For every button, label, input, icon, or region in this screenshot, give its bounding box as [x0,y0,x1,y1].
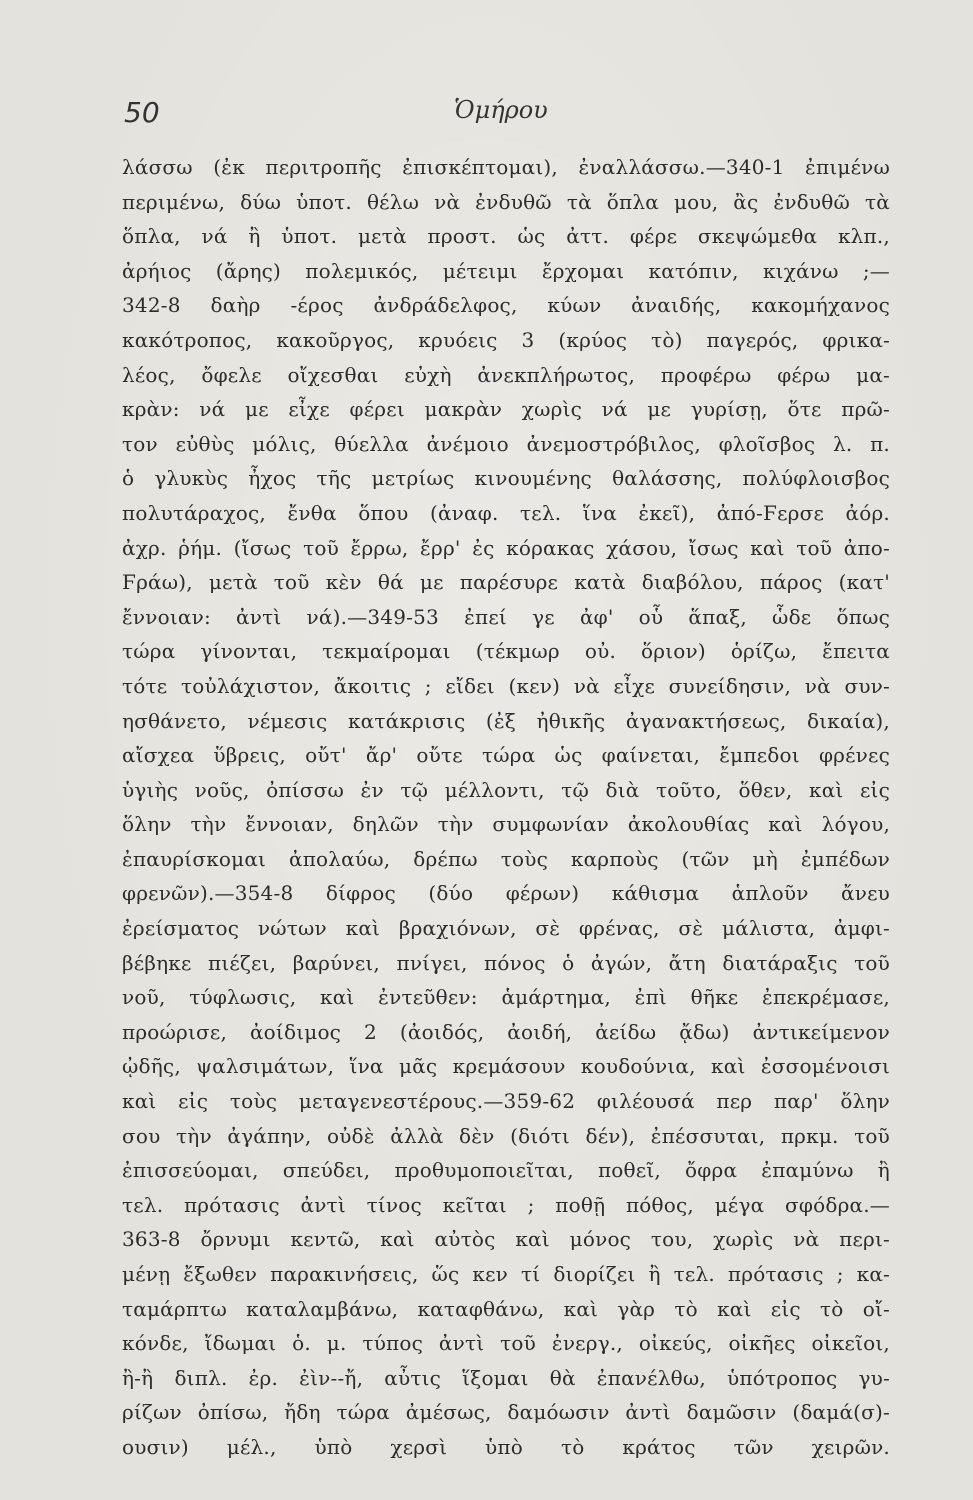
text-line: πολυτάραχος, ἔνθα ὅπου (ἀναφ. τελ. ἵνα ἐκεῖ), ἀπό-Ϝερσε ἀόρ. [122,500,890,525]
text-line: 363-8 ὄρνυμι κεντῶ, καὶ αὐτὸς καὶ μόνος του, χωρὶς νὰ περι- [122,1227,890,1252]
text-line: φρενῶν).—354-8 δίφρος (δύο φέρων) κάθισμα ἁπλοῦν ἄνευ [122,881,890,906]
text-line: περιμένω, δύω ὑποτ. θέλω νὰ ἐνδυθῶ τὰ ὅπλα μου, ἂς ἐνδυθῶ τὰ [122,189,890,214]
text-line: ὅλην τὴν ἔννοιαν, δηλῶν τὴν συμφωνίαν ἀκολουθίας καὶ λόγου, [122,812,890,837]
text-line: ἔννοιαν: ἀντὶ νά).—349-53 ἐπεί γε ἀφ' οὗ ἅπαξ, ὧδε ὅπως [122,604,890,629]
text-line: τώρα γίνονται, τεκμαίρομαι (τέκμωρ οὐ. ὅριον) ὁρίζω, ἔπειτα [122,639,890,664]
text-line: 342-8 δαὴρ -έρος ἀνδράδελφος, κύων ἀναιδής, κακομήχανος [122,293,890,318]
text-line: κρὰν: νά με εἶχε φέρει μακρὰν χωρὶς νά με γυρίσῃ, ὅτε πρῶ- [122,397,890,422]
text-line: ἀχρ. ῥήμ. (ἴσως τοῦ ἔρρω, ἔρρ' ἐς κόρακας χάσου, ἴσως καὶ τοῦ ἀπο- [122,535,890,560]
running-head: Ὁμήρου [454,96,548,124]
text-line: ησθάνετο, νέμεσις κατάκρισις (ἐξ ἠθικῆς ἀγανακτήσεως, δικαία), [122,708,890,733]
text-line: τότε τοὐλάχιστον, ἄκοιτις ; εἴδει (κεν) νὰ εἶχε συνείδησιν, νὰ συν- [122,673,890,698]
text-line: νοῦ, τύφλωσις, καὶ ἐντεῦθεν: ἁμάρτημα, ἐπὶ θῆκε ἐπεκρέμασε, [122,985,890,1010]
text-line: ὅπλα, νά ἢ ὑποτ. μετὰ προστ. ὡς ἀττ. φέρε σκεψώμεθα κλπ., [122,224,890,249]
text-line: ὁ γλυκὺς ἦχος τῆς μετρίως κινουμένης θαλάσσης, πολύφλοισβος [122,466,890,491]
page-number: 50 [124,96,160,129]
text-line: ταμάρπτω καταλαμβάνω, καταφθάνω, καὶ γὰρ τὸ καὶ εἰς τὸ οἴ- [122,1296,890,1321]
text-line: ἐπισσεύομαι, σπεύδει, προθυμοποιεῖται, ποθεῖ, ὄφρα ἐπαμύνω ἢ [122,1158,890,1183]
page-header [124,96,884,136]
text-line: καὶ εἰς τοὺς μεταγενεστέρους.—359-62 φιλέουσά περ παρ' ὅλην [122,1089,890,1114]
text-line: λέος, ὄφελε οἴχεσθαι εὐχὴ ἀνεκπλήρωτος, προφέρω φέρω μα- [122,362,890,387]
text-line: μένῃ ἔξωθεν παρακινήσεις, ὥς κεν τί διορίζει ἢ τελ. πρότασις ; κα- [122,1262,890,1286]
text-line: ὑγιὴς νοῦς, ὀπίσσω ἐν τῷ μέλλοντι, τῷ διὰ τοῦτο, ὅθεν, καὶ εἰς [122,777,890,802]
text-line: κόνδε, ἴδωμαι ὁ. μ. τύπος ἀντὶ τοῦ ἐνεργ., οἰκεύς, οἰκῆες οἰκεῖοι, [122,1331,890,1356]
text-line: τον εὐθὺς μόλις, θύελλα ἀνέμοιο ἀνεμοστρόβιλος, φλοῖσβος λ. π. [122,431,890,456]
text-line: ρίζων ὀπίσω, ἤδη τώρα ἀμέσως, δαμόωσιν ἀντὶ δαμῶσιν (δαμά(σ)- [122,1400,890,1425]
text-line: ᾠδῆς, ψαλσιμάτων, ἵνα μᾶς κρεμάσουν κουδούνια, καὶ ἐσσομένοισι [122,1054,890,1079]
text-line: προώρισε, ἀοίδιμος 2 (ἀοιδός, ἀοιδή, ἀείδω ᾄδω) ἀντικείμενον [122,1019,890,1044]
text-line: ἐπαυρίσκομαι ἀπολαύω, δρέπω τοὺς καρποὺς (τῶν μὴ ἐμπέδων [122,846,890,871]
text-line: κακότροπος, κακοῦργος, κρυόεις 3 (κρύος τὸ) παγερός, φρικα- [122,327,890,352]
text-line: ἀρήιος (ἄρης) πολεμικός, μέτειμι ἔρχομαι κατόπιν, κιχάνω ;— [122,258,890,283]
text-line: βέβηκε πιέζει, βαρύνει, πνίγει, πόνος ὁ ἀγών, ἄτη διατάραξις τοῦ [122,950,890,975]
text-line: ουσιν) μέλ., ὑπὸ χερσὶ ὑπὸ τὸ κράτος τῶν χειρῶν. [122,1434,890,1459]
text-line: αἴσχεα ὕβρεις, οὔτ' ἄρ' οὔτε τώρα ὡς φαίνεται, ἔμπεδοι φρένες [122,743,890,768]
text-line: τελ. πρότασις ἀντὶ τίνος κεῖται ; ποθῇ πόθος, μέγα σφόδρα.— [122,1192,890,1217]
text-line: Ϝράω), μετὰ τοῦ κὲν θά με παρέσυρε κατὰ διαβόλου, πάρος (κατ' [122,570,890,595]
commentary-text [122,150,890,1465]
text-line: σου τὴν ἀγάπην, οὐδὲ ἀλλὰ δὲν (διότι δέν), ἐπέσσυται, πρκμ. τοῦ [122,1123,890,1148]
text-line: ἐρείσματος νώτων καὶ βραχιόνων, σὲ φρένας, σὲ μάλιστα, ἀμφι- [122,916,890,941]
text-line: ἢ-ἢ διπλ. ἐρ. ἐὶν--ἤ, αὖτις ἵξομαι θὰ ἐπανέλθω, ὑπότροπος γυ- [122,1365,890,1390]
text-line: λάσσω (ἐκ περιτροπῆς ἐπισκέπτομαι), ἐναλλάσσω.—340-1 ἐπιμένω [122,155,890,179]
